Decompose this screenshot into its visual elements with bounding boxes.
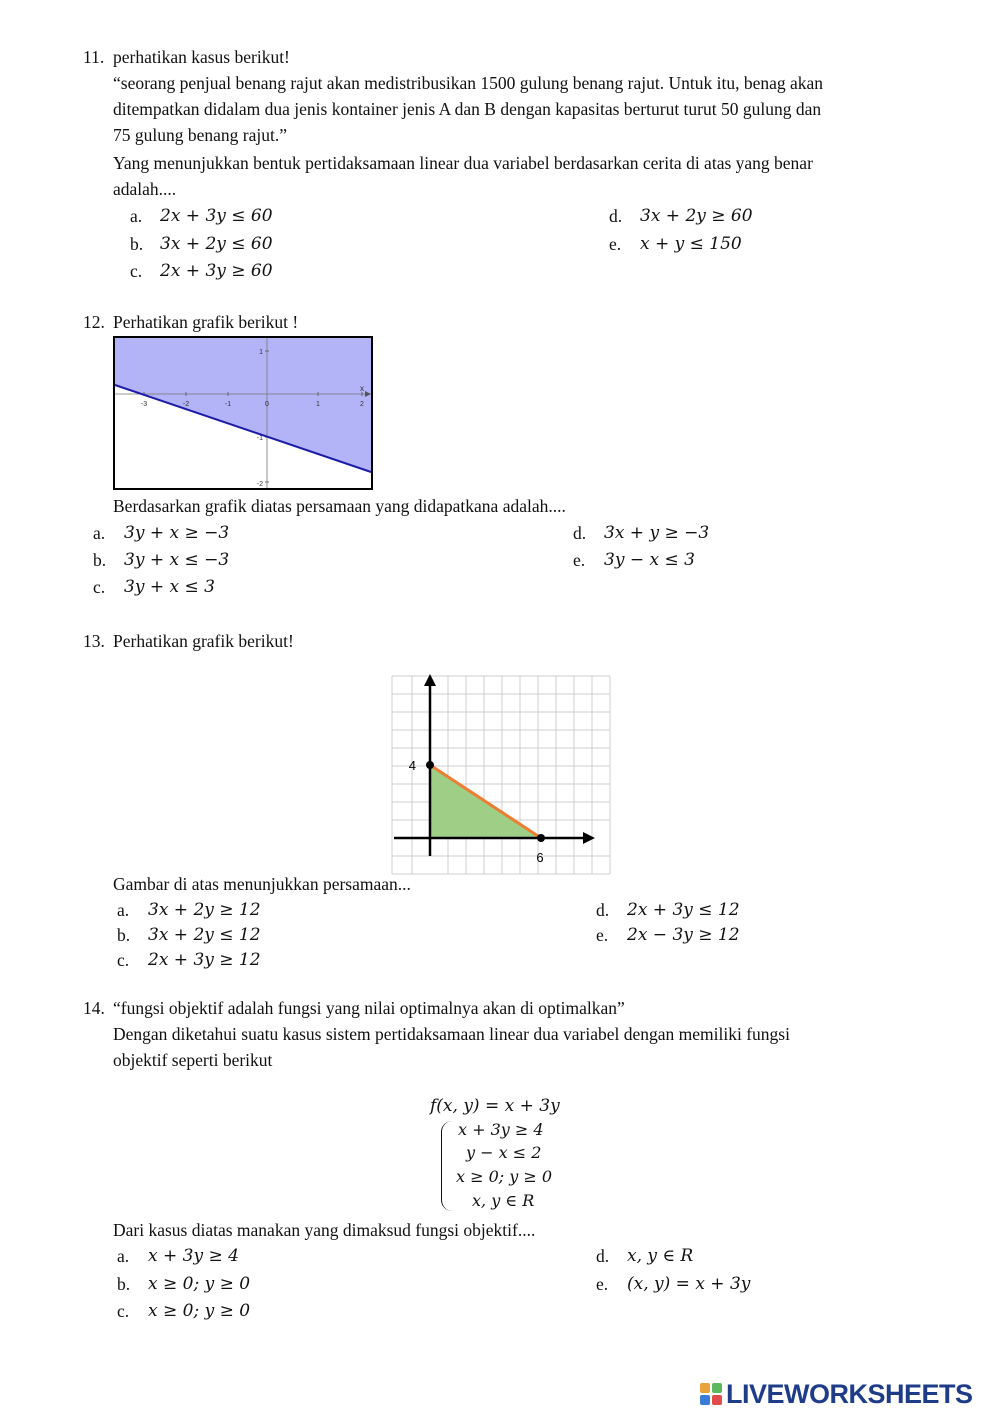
- q12-option-d[interactable]: 3𝑥 + 𝑦 ≥ −3: [604, 523, 710, 543]
- liveworksheets-brand[interactable]: [700, 1377, 973, 1411]
- q14-option-d[interactable]: 𝑥, 𝑦 ∈ 𝑅: [627, 1246, 694, 1266]
- q13-option-b-letter: b.: [117, 925, 131, 945]
- q14-option-b[interactable]: 𝑥 ≥ 0; 𝑦 ≥ 0: [148, 1274, 251, 1294]
- q13-point-y-intercept: [426, 761, 434, 769]
- q12-option-c[interactable]: 3𝑦 + 𝑥 ≤ 3: [124, 577, 215, 597]
- q12-option-d-letter: d.: [573, 523, 587, 543]
- q13-y-intercept-label: 4: [408, 758, 416, 773]
- q12-x-tick-minus-2: -2: [182, 401, 190, 408]
- q11-option-e-letter: e.: [609, 234, 622, 254]
- question-14-prompt: “fungsi objektif adalah fungsi yang nilai optimalnya akan di optimalkan”: [113, 998, 625, 1018]
- q14-option-c[interactable]: 𝑥 ≥ 0; 𝑦 ≥ 0: [148, 1301, 251, 1321]
- q14-option-e[interactable]: (𝑥, 𝑦) = 𝑥 + 3𝑦: [627, 1274, 751, 1294]
- q14-option-c-letter: c.: [117, 1301, 130, 1321]
- q13-point-x-intercept: [537, 834, 545, 842]
- q12-inequality-graph: [113, 336, 373, 490]
- q13-option-a-letter: a.: [117, 900, 130, 920]
- q12-option-e[interactable]: 3𝑦 − 𝑥 ≤ 3: [604, 550, 695, 570]
- q13-option-d-letter: d.: [596, 900, 610, 920]
- q13-option-c[interactable]: 2𝑥 + 3𝑦 ≥ 12: [148, 950, 261, 970]
- q11-option-c-letter: c.: [130, 261, 143, 281]
- liveworksheets-logo-icon: [700, 1383, 722, 1405]
- question-13-caption: Gambar di atas menunjukkan persamaan...: [113, 874, 411, 894]
- q12-x-tick-1: 1: [316, 401, 320, 408]
- logo-square-3: [700, 1395, 710, 1405]
- question-11-text-line-4: Yang menunjukkan bentuk pertidaksamaan linear dua variabel berdasarkan cerita di atas yang benar: [113, 153, 813, 173]
- question-11-prompt: perhatikan kasus berikut!: [113, 47, 290, 67]
- q12-x-tick-minus-3: -3: [140, 401, 148, 408]
- q11-option-d[interactable]: 3𝑥 + 2𝑦 ≥ 60: [640, 206, 753, 226]
- question-12-prompt: Perhatikan grafik berikut !: [113, 312, 299, 332]
- question-11-text-line-2: ditempatkan didalam dua jenis kontainer jenis A dan B dengan kapasitas berturut turut 50 gulung dan: [113, 99, 822, 119]
- q13-option-c-letter: c.: [117, 950, 130, 970]
- q13-region-graph: [390, 668, 615, 876]
- q12-x-tick-0: 0: [265, 401, 269, 408]
- q12-option-a-letter: a.: [93, 523, 106, 543]
- q14-constraint-3: 𝑥 ≥ 0; 𝑦 ≥ 0: [456, 1167, 553, 1186]
- q11-option-c[interactable]: 2𝑥 + 3𝑦 ≥ 60: [160, 261, 273, 281]
- q12-x-tick-2: 2: [360, 401, 364, 408]
- q14-option-e-letter: e.: [596, 1274, 609, 1294]
- q12-x-tick-minus-1: -1: [224, 401, 232, 408]
- q12-option-c-letter: c.: [93, 577, 106, 597]
- q13-option-d[interactable]: 2𝑥 + 3𝑦 ≤ 12: [627, 900, 740, 920]
- q11-option-a[interactable]: 2𝑥 + 3𝑦 ≤ 60: [160, 206, 273, 226]
- q14-constraint-2: 𝑦 − 𝑥 ≤ 2: [466, 1143, 542, 1162]
- q12-option-b-letter: b.: [93, 550, 107, 570]
- q13-option-e[interactable]: 2𝑥 − 3𝑦 ≥ 12: [627, 925, 740, 945]
- q12-y-tick-1: 1: [259, 349, 263, 356]
- q14-option-d-letter: d.: [596, 1246, 610, 1266]
- logo-square-1: [700, 1383, 710, 1393]
- question-12-caption: Berdasarkan grafik diatas persamaan yang didapatkana adalah....: [113, 496, 566, 516]
- question-11-number: 11.: [83, 47, 105, 67]
- q14-system-brace: [441, 1121, 452, 1211]
- q13-option-a[interactable]: 3𝑥 + 2𝑦 ≥ 12: [148, 900, 261, 920]
- question-11-text-line-3: 75 gulung benang rajut.”: [113, 125, 287, 145]
- q14-objective-function: 𝑓(𝑥, 𝑦) = 𝑥 + 3𝑦: [430, 1096, 560, 1116]
- question-14-text-line-1: Dengan diketahui suatu kasus sistem pertidaksamaan linear dua variabel dengan memiliki fungsi: [113, 1024, 790, 1044]
- question-14-number: 14.: [83, 998, 105, 1018]
- q11-option-d-letter: d.: [609, 206, 623, 226]
- q12-option-e-letter: e.: [573, 550, 586, 570]
- question-14-text-line-2: objektif seperti berikut: [113, 1050, 273, 1070]
- question-13-prompt: Perhatikan grafik berikut!: [113, 631, 294, 651]
- liveworksheets-wordmark: LIVEWORKSHEETS: [726, 1378, 973, 1409]
- q13-option-b[interactable]: 3𝑥 + 2𝑦 ≤ 12: [148, 925, 261, 945]
- q14-option-a-letter: a.: [117, 1246, 130, 1266]
- q14-option-a[interactable]: 𝑥 + 3𝑦 ≥ 4: [148, 1246, 239, 1266]
- q12-y-tick-minus-1: -1: [256, 435, 263, 442]
- question-11-text-line-5: adalah....: [113, 179, 177, 199]
- question-13-number: 13.: [83, 631, 105, 651]
- q12-y-tick-minus-2: -2: [256, 481, 263, 488]
- q13-x-intercept-label: 6: [536, 850, 544, 865]
- q11-option-a-letter: a.: [130, 206, 143, 226]
- q11-option-b-letter: b.: [130, 234, 144, 254]
- q13-option-e-letter: e.: [596, 925, 609, 945]
- q11-option-e[interactable]: 𝑥 + 𝑦 ≤ 150: [640, 234, 742, 254]
- q14-constraint-1: 𝑥 + 3𝑦 ≥ 4: [458, 1120, 544, 1139]
- logo-square-4: [712, 1395, 722, 1405]
- question-14-caption: Dari kasus diatas manakan yang dimaksud fungsi objektif....: [113, 1220, 536, 1240]
- q13-grid: [392, 676, 610, 874]
- q12-x-axis-label: x: [360, 384, 364, 393]
- question-11-text-line-1: “seorang penjual benang rajut akan medistribusikan 1500 gulung benang rajut. Untuk itu, benag akan: [113, 73, 824, 93]
- q14-option-b-letter: b.: [117, 1274, 131, 1294]
- logo-square-2: [712, 1383, 722, 1393]
- question-12-number: 12.: [83, 312, 105, 332]
- q12-option-b[interactable]: 3𝑦 + 𝑥 ≤ −3: [124, 550, 230, 570]
- q14-constraint-4: 𝑥, 𝑦 ∈ 𝑅: [472, 1191, 535, 1210]
- q12-shaded-region: [115, 338, 371, 472]
- q12-option-a[interactable]: 3𝑦 + 𝑥 ≥ −3: [124, 523, 230, 543]
- q11-option-b[interactable]: 3𝑥 + 2𝑦 ≤ 60: [160, 234, 273, 254]
